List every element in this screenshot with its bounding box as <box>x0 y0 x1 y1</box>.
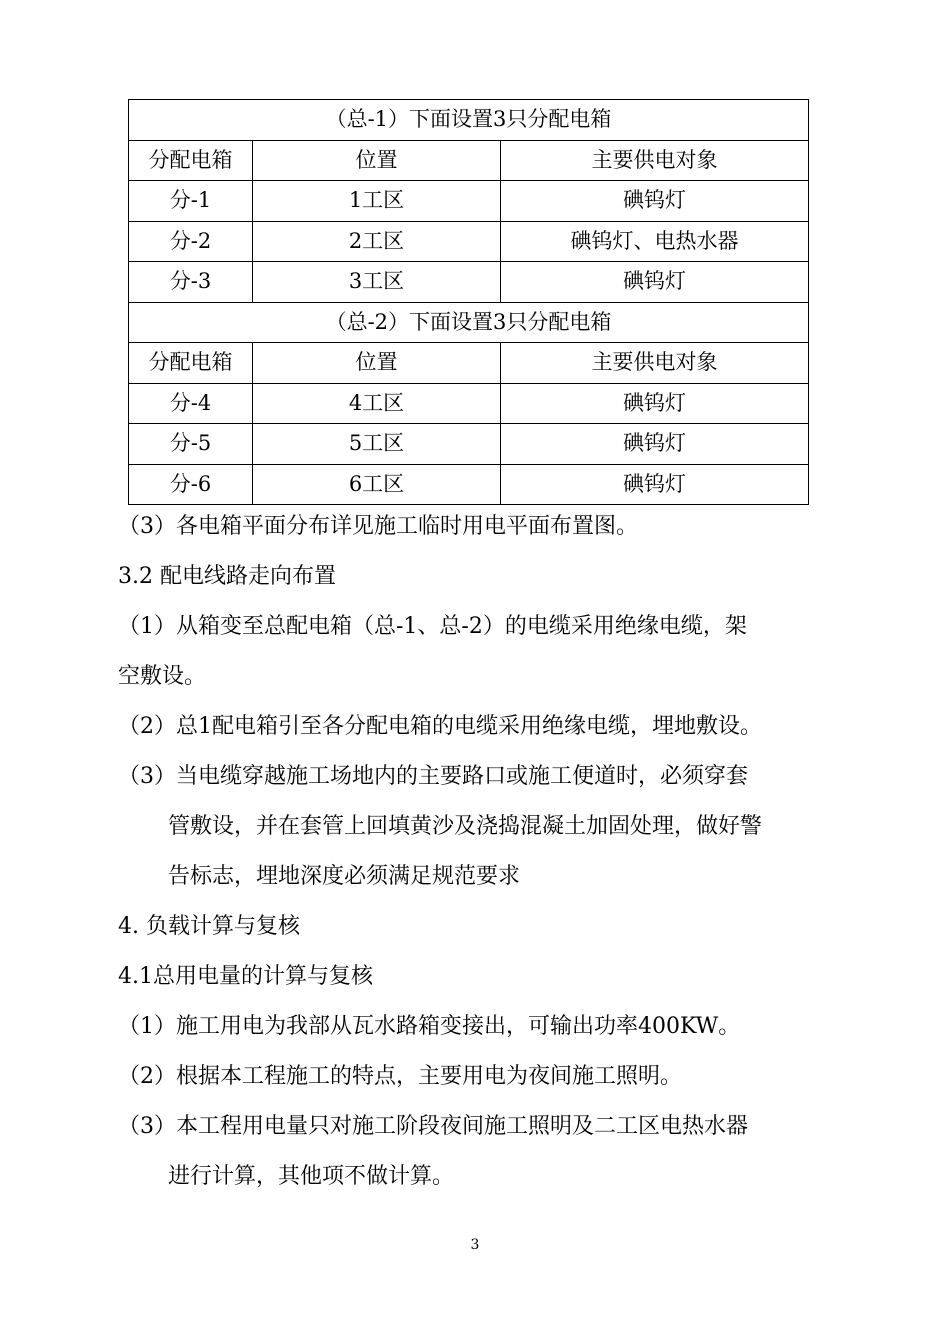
page-number: 3 <box>470 1237 480 1253</box>
cell-load: 碘钨灯、电热水器 <box>501 221 809 262</box>
cell-location: 5工区 <box>253 424 501 465</box>
cell-location: 4工区 <box>253 383 501 424</box>
paragraph-line: （1）施工用电为我部从瓦水路箱变接出，可输出功率400KW。 <box>118 1014 741 1039</box>
paragraph-line: 进行计算，其他项不做计算。 <box>168 1164 455 1189</box>
cell-box: 分-6 <box>129 464 253 505</box>
table-row <box>129 181 809 222</box>
cell-location: 2工区 <box>253 221 501 262</box>
cell-load: 碘钨灯 <box>501 181 809 222</box>
cell-location: 1工区 <box>253 181 501 222</box>
header-box: 分配电箱 <box>129 140 253 181</box>
group-title: （总-2）下面设置3只分配电箱 <box>129 302 809 343</box>
header-load: 主要供电对象 <box>501 343 809 384</box>
cell-load: 碘钨灯 <box>501 464 809 505</box>
header-location: 位置 <box>253 343 501 384</box>
header-location: 位置 <box>253 140 501 181</box>
table-row <box>129 221 809 262</box>
cell-box: 分-5 <box>129 424 253 465</box>
paragraph-line: （1）从箱变至总配电箱（总-1、总-2）的电缆采用绝缘电缆，架 <box>118 614 747 639</box>
header-load: 主要供电对象 <box>501 140 809 181</box>
group-title-row <box>129 100 809 141</box>
cell-location: 6工区 <box>253 464 501 505</box>
paragraph-line: （3）本工程用电量只对施工阶段夜间施工照明及二工区电热水器 <box>118 1114 748 1139</box>
cell-load: 碘钨灯 <box>501 424 809 465</box>
cell-load: 碘钨灯 <box>501 383 809 424</box>
section-heading-4: 4. 负载计算与复核 <box>118 914 300 939</box>
paragraph-line: 告标志，埋地深度必须满足规范要求 <box>168 864 521 889</box>
table-header-row <box>129 343 809 384</box>
cell-box: 分-4 <box>129 383 253 424</box>
table-row <box>129 383 809 424</box>
table-header-row <box>129 140 809 181</box>
paragraph-line: （2）根据本工程施工的特点，主要用电为夜间施工照明。 <box>118 1064 682 1089</box>
cell-box: 分-3 <box>129 262 253 303</box>
table-row <box>129 464 809 505</box>
section-heading-3-2: 3.2 配电线路走向布置 <box>118 564 336 589</box>
table-row <box>129 424 809 465</box>
cell-location: 3工区 <box>253 262 501 303</box>
distribution-box-table <box>128 99 809 505</box>
table-row <box>129 262 809 303</box>
group-title-row <box>129 302 809 343</box>
group-title: （总-1）下面设置3只分配电箱 <box>129 100 809 141</box>
paragraph-line: （2）总1配电箱引至各分配电箱的电缆采用绝缘电缆，埋地敷设。 <box>118 714 762 739</box>
paragraph-line: 管敷设，并在套管上回填黄沙及浇捣混凝土加固处理，做好警 <box>168 814 763 839</box>
cell-box: 分-1 <box>129 181 253 222</box>
paragraph-line: 空敷设。 <box>118 664 207 689</box>
cell-box: 分-2 <box>129 221 253 262</box>
section-heading-4-1: 4.1总用电量的计算与复核 <box>118 964 373 989</box>
header-box: 分配电箱 <box>129 343 253 384</box>
cell-load: 碘钨灯 <box>501 262 809 303</box>
paragraph-layout-note: （3）各电箱平面分布详见施工临时用电平面布置图。 <box>118 514 638 539</box>
paragraph-line: （3）当电缆穿越施工场地内的主要路口或施工便道时，必须穿套 <box>118 764 748 789</box>
